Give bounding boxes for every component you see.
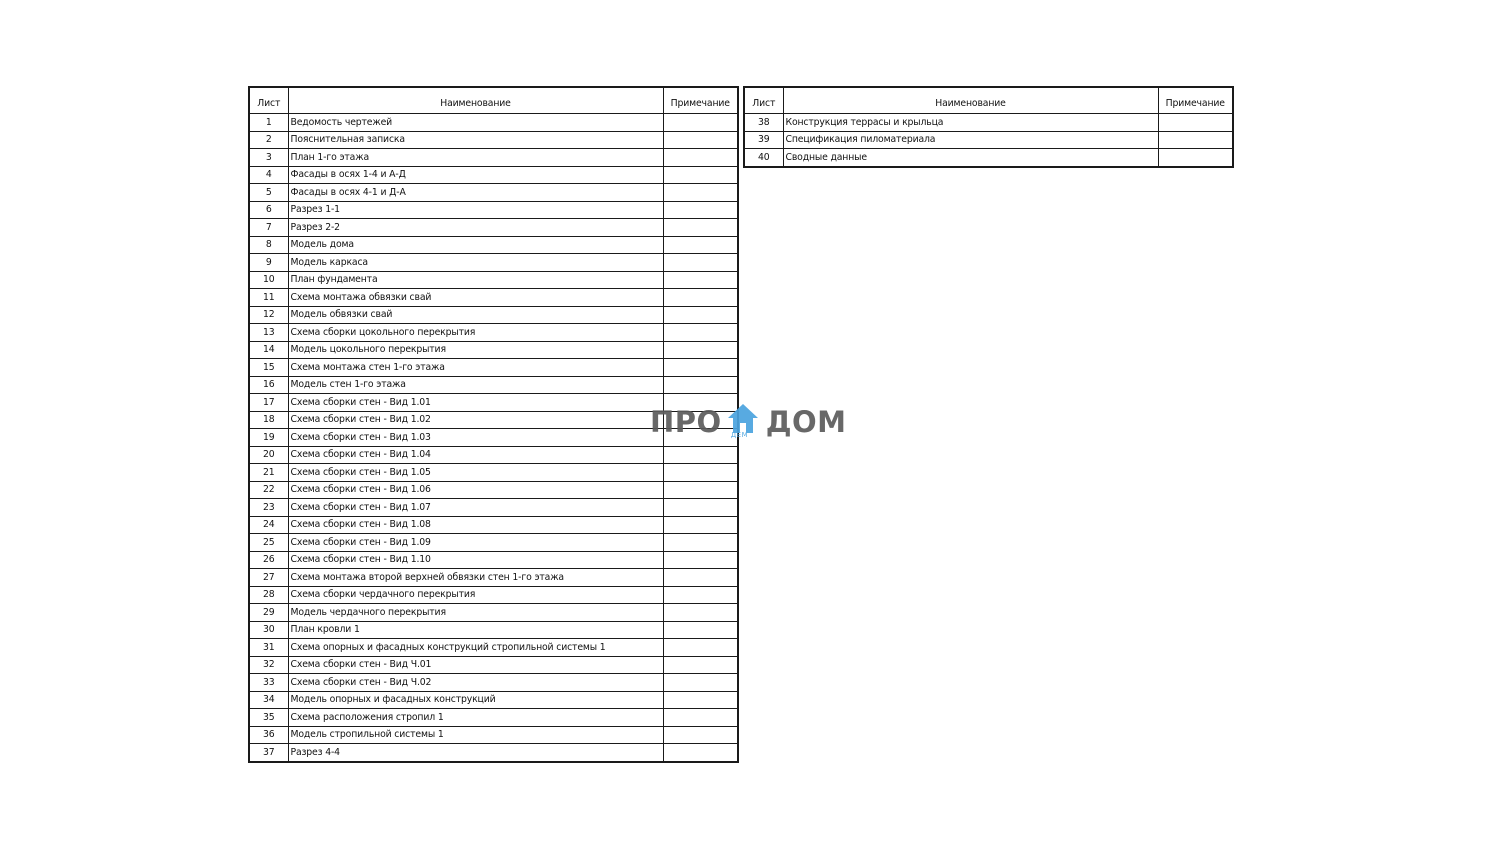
table-header-row (744, 87, 1233, 114)
cell-note (663, 114, 738, 132)
cell-note (663, 639, 738, 657)
cell-name: Схема монтажа стен 1-го этажа (288, 359, 663, 377)
cell-note (663, 376, 738, 394)
cell-sheet-number: 38 (744, 114, 783, 132)
cell-sheet-number: 32 (249, 656, 288, 674)
cell-note (663, 289, 738, 307)
cell-note (663, 201, 738, 219)
cell-sheet-number: 16 (249, 376, 288, 394)
cell-name: Схема сборки стен - Вид 1.05 (288, 464, 663, 482)
cell-name: Схема сборки чердачного перекрытия (288, 586, 663, 604)
cell-note (663, 341, 738, 359)
cell-note (663, 604, 738, 622)
cell-note (663, 481, 738, 499)
cell-name: Модель каркаса (288, 254, 663, 272)
cell-sheet-number: 27 (249, 569, 288, 587)
cell-sheet-number: 31 (249, 639, 288, 657)
house-icon (726, 402, 760, 442)
cell-sheet-number: 37 (249, 744, 288, 762)
cell-name: Схема сборки стен - Вид 1.08 (288, 516, 663, 534)
table-row (249, 271, 738, 289)
cell-name: Схема монтажа второй верхней обвязки стен 1-го этажа (288, 569, 663, 587)
cell-sheet-number: 28 (249, 586, 288, 604)
cell-sheet-number: 34 (249, 691, 288, 709)
cell-note (663, 691, 738, 709)
cell-sheet-number: 7 (249, 219, 288, 237)
table-row (249, 516, 738, 534)
cell-sheet-number: 11 (249, 289, 288, 307)
table-row (744, 131, 1233, 149)
cell-sheet-number: 4 (249, 166, 288, 184)
cell-name: Модель стропильной системы 1 (288, 726, 663, 744)
cell-note (663, 131, 738, 149)
table-row (249, 341, 738, 359)
table-row (249, 464, 738, 482)
cell-note (663, 219, 738, 237)
cell-name: Модель дома (288, 236, 663, 254)
cell-note (663, 306, 738, 324)
cell-sheet-number: 12 (249, 306, 288, 324)
table-row (249, 149, 738, 167)
cell-note (663, 621, 738, 639)
cell-note (663, 586, 738, 604)
cell-note (663, 499, 738, 517)
cell-name: Модель чердачного перекрытия (288, 604, 663, 622)
cell-name: Схема сборки стен - Вид Ч.01 (288, 656, 663, 674)
header-sheet: Лист (744, 87, 783, 114)
cell-sheet-number: 21 (249, 464, 288, 482)
cell-note (663, 674, 738, 692)
table-row (249, 201, 738, 219)
table-row (249, 639, 738, 657)
cell-note (663, 744, 738, 762)
cell-sheet-number: 29 (249, 604, 288, 622)
table-row (249, 184, 738, 202)
cell-sheet-number: 13 (249, 324, 288, 342)
cell-sheet-number: 39 (744, 131, 783, 149)
cell-note (1158, 131, 1233, 149)
cell-name: Схема сборки стен - Вид 1.01 (288, 394, 663, 412)
watermark-text-left: ПРО (650, 405, 722, 439)
cell-name: Конструкция террасы и крыльца (783, 114, 1158, 132)
prodom-watermark-logo (650, 402, 847, 442)
cell-sheet-number: 14 (249, 341, 288, 359)
table-row (249, 114, 738, 132)
cell-note (663, 166, 738, 184)
cell-sheet-number: 18 (249, 411, 288, 429)
cell-name: Схема сборки стен - Вид Ч.02 (288, 674, 663, 692)
table-row (249, 446, 738, 464)
cell-sheet-number: 35 (249, 709, 288, 727)
cell-sheet-number: 20 (249, 446, 288, 464)
cell-sheet-number: 1 (249, 114, 288, 132)
table-row (249, 166, 738, 184)
cell-name: Модель опорных и фасадных конструкций (288, 691, 663, 709)
cell-sheet-number: 36 (249, 726, 288, 744)
cell-name: Схема сборки стен - Вид 1.02 (288, 411, 663, 429)
table-row (249, 236, 738, 254)
table-row (249, 359, 738, 377)
cell-note (663, 236, 738, 254)
table-row (249, 551, 738, 569)
cell-sheet-number: 17 (249, 394, 288, 412)
cell-note (663, 551, 738, 569)
cell-note (663, 516, 738, 534)
cell-name: Фасады в осях 4-1 и Д-А (288, 184, 663, 202)
table-row (249, 726, 738, 744)
table-row (249, 306, 738, 324)
cell-sheet-number: 25 (249, 534, 288, 552)
table-row (249, 586, 738, 604)
table-row (744, 114, 1233, 132)
table-row (249, 324, 738, 342)
cell-name: Схема сборки стен - Вид 1.03 (288, 429, 663, 447)
table-row (249, 656, 738, 674)
cell-name: План кровли 1 (288, 621, 663, 639)
cell-sheet-number: 6 (249, 201, 288, 219)
cell-note (663, 271, 738, 289)
cell-sheet-number: 33 (249, 674, 288, 692)
cell-name: Схема сборки стен - Вид 1.09 (288, 534, 663, 552)
cell-sheet-number: 26 (249, 551, 288, 569)
cell-name: Пояснительная записка (288, 131, 663, 149)
cell-name: План фундамента (288, 271, 663, 289)
cell-sheet-number: 9 (249, 254, 288, 272)
cell-note (1158, 149, 1233, 167)
cell-note (663, 254, 738, 272)
cell-name: Схема расположения стропил 1 (288, 709, 663, 727)
cell-note (663, 656, 738, 674)
cell-name: План 1-го этажа (288, 149, 663, 167)
cell-name: Ведомость чертежей (288, 114, 663, 132)
table-body-right (744, 114, 1233, 167)
table-row (249, 569, 738, 587)
cell-name: Модель цокольного перекрытия (288, 341, 663, 359)
cell-note (663, 569, 738, 587)
cell-name: Схема сборки стен - Вид 1.04 (288, 446, 663, 464)
cell-name: Сводные данные (783, 149, 1158, 167)
table-row (249, 254, 738, 272)
cell-note (663, 464, 738, 482)
cell-name: Разрез 1-1 (288, 201, 663, 219)
table-row (744, 149, 1233, 167)
table-header-row (249, 87, 738, 114)
header-note: Примечание (1158, 87, 1233, 114)
cell-name: Схема сборки стен - Вид 1.10 (288, 551, 663, 569)
table-row (249, 709, 738, 727)
table-row (249, 621, 738, 639)
cell-note (663, 359, 738, 377)
table-row (249, 604, 738, 622)
table-row (249, 744, 738, 762)
header-sheet: Лист (249, 87, 288, 114)
cell-sheet-number: 2 (249, 131, 288, 149)
cell-sheet-number: 5 (249, 184, 288, 202)
cell-name: Схема сборки цокольного перекрытия (288, 324, 663, 342)
cell-sheet-number: 15 (249, 359, 288, 377)
table-row (249, 481, 738, 499)
cell-name: Схема монтажа обвязки свай (288, 289, 663, 307)
header-name: Наименование (288, 87, 663, 114)
cell-note (663, 324, 738, 342)
cell-name: Спецификация пиломатериала (783, 131, 1158, 149)
table-row (249, 131, 738, 149)
cell-sheet-number: 19 (249, 429, 288, 447)
header-note: Примечание (663, 87, 738, 114)
cell-note (663, 446, 738, 464)
watermark-text-right: ДОМ (765, 405, 847, 439)
watermark-subtext: ДЕМ (730, 431, 749, 439)
cell-name: Модель обвязки свай (288, 306, 663, 324)
header-name: Наименование (783, 87, 1158, 114)
cell-name: Схема опорных и фасадных конструкций стропильной системы 1 (288, 639, 663, 657)
drawing-list-table-right (743, 86, 1234, 168)
cell-note (663, 149, 738, 167)
table-row (249, 289, 738, 307)
cell-sheet-number: 22 (249, 481, 288, 499)
cell-sheet-number: 40 (744, 149, 783, 167)
cell-name: Фасады в осях 1-4 и А-Д (288, 166, 663, 184)
cell-sheet-number: 24 (249, 516, 288, 534)
cell-note (1158, 114, 1233, 132)
cell-sheet-number: 3 (249, 149, 288, 167)
cell-name: Разрез 4-4 (288, 744, 663, 762)
cell-name: Схема сборки стен - Вид 1.07 (288, 499, 663, 517)
cell-sheet-number: 8 (249, 236, 288, 254)
cell-sheet-number: 10 (249, 271, 288, 289)
cell-note (663, 184, 738, 202)
cell-note (663, 709, 738, 727)
table-row (249, 691, 738, 709)
cell-name: Разрез 2-2 (288, 219, 663, 237)
table-row (249, 674, 738, 692)
table-row (249, 219, 738, 237)
cell-name: Схема сборки стен - Вид 1.06 (288, 481, 663, 499)
table-row (249, 376, 738, 394)
cell-note (663, 534, 738, 552)
cell-sheet-number: 23 (249, 499, 288, 517)
table-row (249, 534, 738, 552)
cell-name: Модель стен 1-го этажа (288, 376, 663, 394)
cell-note (663, 726, 738, 744)
cell-sheet-number: 30 (249, 621, 288, 639)
table-row (249, 499, 738, 517)
